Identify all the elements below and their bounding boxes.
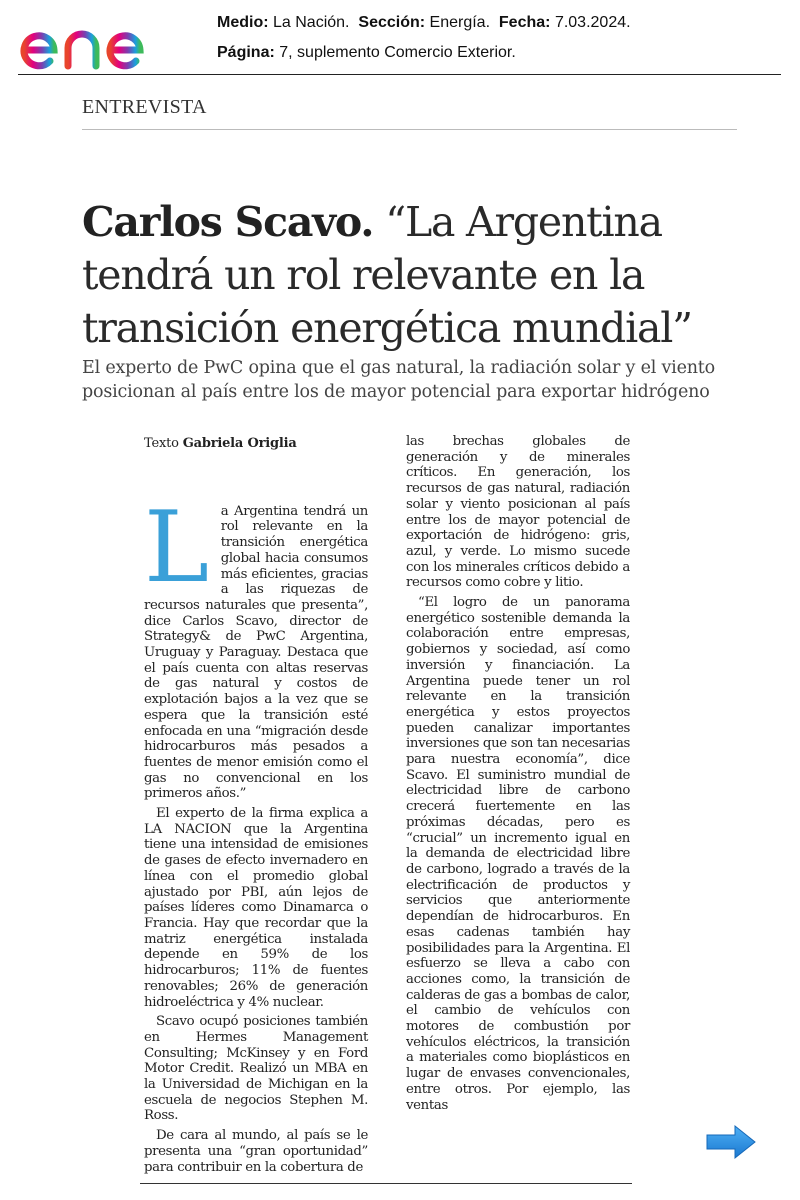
headline [82,196,762,355]
enel-logo [16,10,181,70]
byline-prefix: Texto [144,436,179,451]
paragraph: Scavo ocupó posiciones también en Hermes Management Consulting; McKinsey y en Ford Motor Credit. Realizó un MBA en la Universidad de Michigan en la escuela de negocios Stephen M. Ross. [144,1014,368,1124]
drop-cap: L [144,490,209,605]
medio-value: La Nación. [273,14,350,31]
article-column-1 [144,436,368,1179]
seccion-value: Energía. [429,14,491,31]
paragraph: las brechas globales de generación y de minerales críticos. En generación, los recursos de gas natural, radiación solar y viento posicionan al país entre los de mayor potencial de exportación de hidrógeno: gris, azul, y verde. Lo mismo sucede con los minerales críticos debido a recursos como cobre y litio. [406,434,630,591]
byline [144,436,368,452]
article-deck: El experto de PwC opina que el gas natural, la radiación solar y el viento posicionan al país entre los de mayor potencial para exportar hidrógeno [82,358,715,402]
fecha-value: 7.03.2024. [554,14,631,31]
headline-name: Carlos Scavo. [82,198,374,246]
article-column-2 [406,434,630,1117]
paragraph-text: a Argentina tendrá un rol relevante en la transición energética global hacia consumos más eficientes, gracias a las riquezas de recursos naturales que presenta”, dice Carlos Scavo, director de Strategy& de PwC Argentina, Uruguay y Paraguay. Destaca que el país cuenta con altas reservas de gas natural y costos de explotación bajos a la vez que se espera que la transición esté enfocada en una “migración desde hidrocarburos más pesados a fuentes de menor emisión como el gas no convencional en los primeros años.” [144,503,368,802]
paragraph: El experto de la firma explica a LA NACION que la Argentina tiene una intensidad de emisiones de gases de efecto invernadero en línea con el promedio global ajustado por PBI, aún lejos de países líderes como Dinamarca o Francia. Hay que recordar que la matriz energética instalada depende en 59% de los hidrocarburos; 11% de fuentes renovables; 26% de generación hidroeléctrica y 4% nuclear. [144,806,368,1010]
seccion-label: Sección: [358,14,426,31]
byline-author: Gabriela Origlia [182,436,297,451]
section-label: ENTREVISTA [82,96,207,118]
bottom-divider [140,1183,632,1184]
paragraph: “El logro de un panorama energético sostenible demanda la colaboración entre empresas, gobiernos y sociedad, así como inversión y financiación. La Argentina puede tener un rol relevante en la transición energética y estos proyectos pueden canalizar importantes inversiones que son tan necesarias para nuestra economía”, dice Scavo. El suministro mundial de electricidad libre de carbono crecerá fuertemente en las próximas décadas, pero es “crucial” un incremento igual en la demanda de electricidad libre de carbono, logrado a través de la electrificación de productos y servicios que anteriormente dependían de hidrocarburos. En esas cadenas también hay posibilidades para la Argentina. El esfuerzo se lleva a cabo con acciones como, la transición de calderas de gas a bombas de calor, el cambio de vehículos con motores de combustión por vehículos eléctricos, la transición a materiales como bioplásticos en lugar de envases convencionales, entre otros. Por ejemplo, las ventas [406,595,630,1113]
medio-label: Medio: [217,14,269,31]
fecha-label: Fecha: [498,14,551,31]
page-header [0,0,800,78]
clipping-meta [217,8,631,68]
pagina-value: 7, suplemento Comercio Exterior. [279,44,516,61]
pagina-label: Página: [217,44,275,61]
headline-quote: “La Argentina tendrá un rol relevante en la transición energética mundial” [82,198,692,352]
paragraph: De cara al mundo, al país se le presenta una “gran oportunidad” para contribuir en la cobertura de [144,1128,368,1175]
section-divider [82,129,737,130]
paragraph [144,490,368,802]
arrow-right-icon[interactable] [705,1124,757,1160]
header-divider [18,74,781,75]
